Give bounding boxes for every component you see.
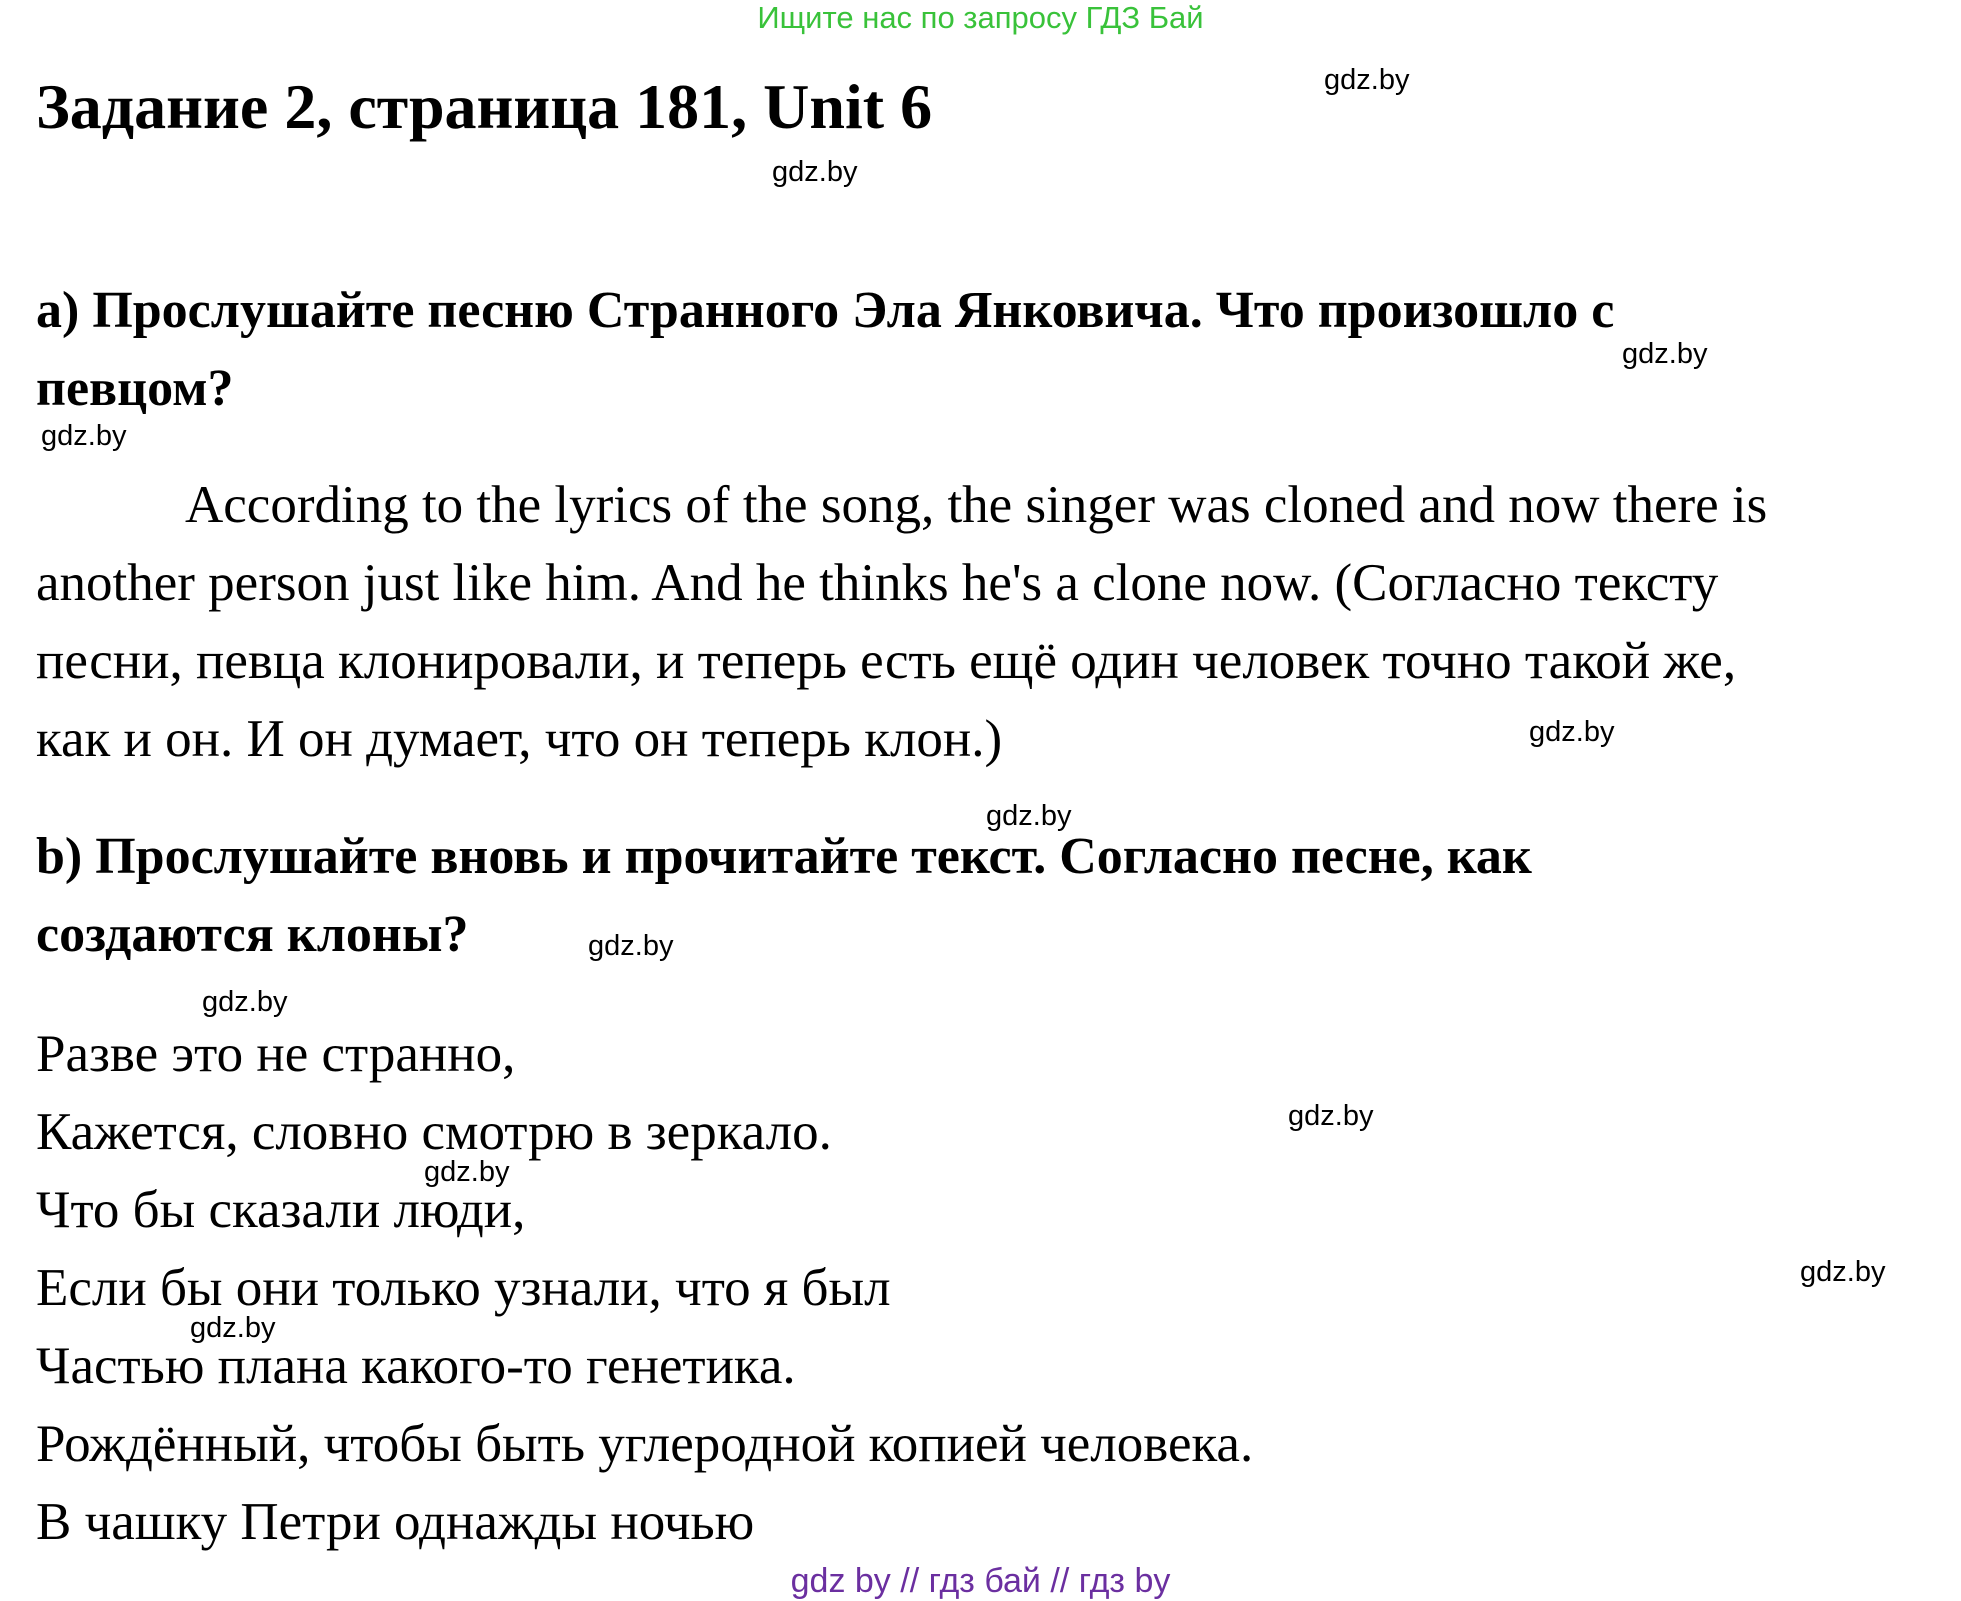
lyrics-line-2: Кажется, словно смотрю в зеркало. [36, 1103, 832, 1161]
watermark: gdz.by [1288, 1100, 1374, 1132]
watermark: gdz.by [1800, 1256, 1886, 1288]
answer-a-line-2: another person just like him. And he thinks he's a clone now. (Согласно тексту [36, 554, 1719, 612]
watermark: gdz.by [1622, 338, 1708, 370]
lyrics-line-3: Что бы сказали люди, [36, 1181, 526, 1239]
answer-a-line-3: песни, певца клонировали, и теперь есть ещё один человек точно такой же, [36, 632, 1737, 690]
footer-links: gdz by // гдз бай // гдз by [790, 1562, 1171, 1600]
watermark: gdz.by [772, 156, 858, 188]
lyrics-line-4: Если бы они только узнали, что я был [36, 1259, 891, 1317]
watermark: gdz.by [41, 420, 127, 452]
lyrics-line-1: Разве это не странно, [36, 1025, 516, 1083]
lyrics-line-7: В чашку Петри однажды ночью [36, 1493, 755, 1551]
answer-a-line-4: как и он. И он думает, что он теперь клон.) [36, 710, 1003, 768]
top-banner: Ищите нас по запросу ГДЗ Бай [757, 0, 1204, 35]
question-a-line-2: певцом? [36, 360, 234, 417]
watermark: gdz.by [588, 930, 674, 962]
watermark: gdz.by [202, 986, 288, 1018]
question-a-line-1: a) Прослушайте песню Странного Эла Янковича. Что произошло с [36, 282, 1615, 339]
question-b-line-1: b) Прослушайте вновь и прочитайте текст. Согласно песне, как [36, 828, 1532, 885]
lyrics-line-6: Рождённый, чтобы быть углеродной копией человека. [36, 1415, 1254, 1473]
watermark: gdz.by [1529, 716, 1615, 748]
watermark: gdz.by [986, 800, 1072, 832]
lyrics-line-5: Частью плана какого-то генетика. [36, 1337, 796, 1395]
watermark: gdz.by [424, 1156, 510, 1188]
watermark: gdz.by [190, 1312, 276, 1344]
question-b-line-2: создаются клоны? [36, 906, 469, 963]
answer-a-line-1: According to the lyrics of the song, the singer was cloned and now there is [185, 476, 1768, 534]
page-title: Задание 2, страница 181, Unit 6 [36, 71, 933, 142]
watermark: gdz.by [1324, 64, 1410, 96]
